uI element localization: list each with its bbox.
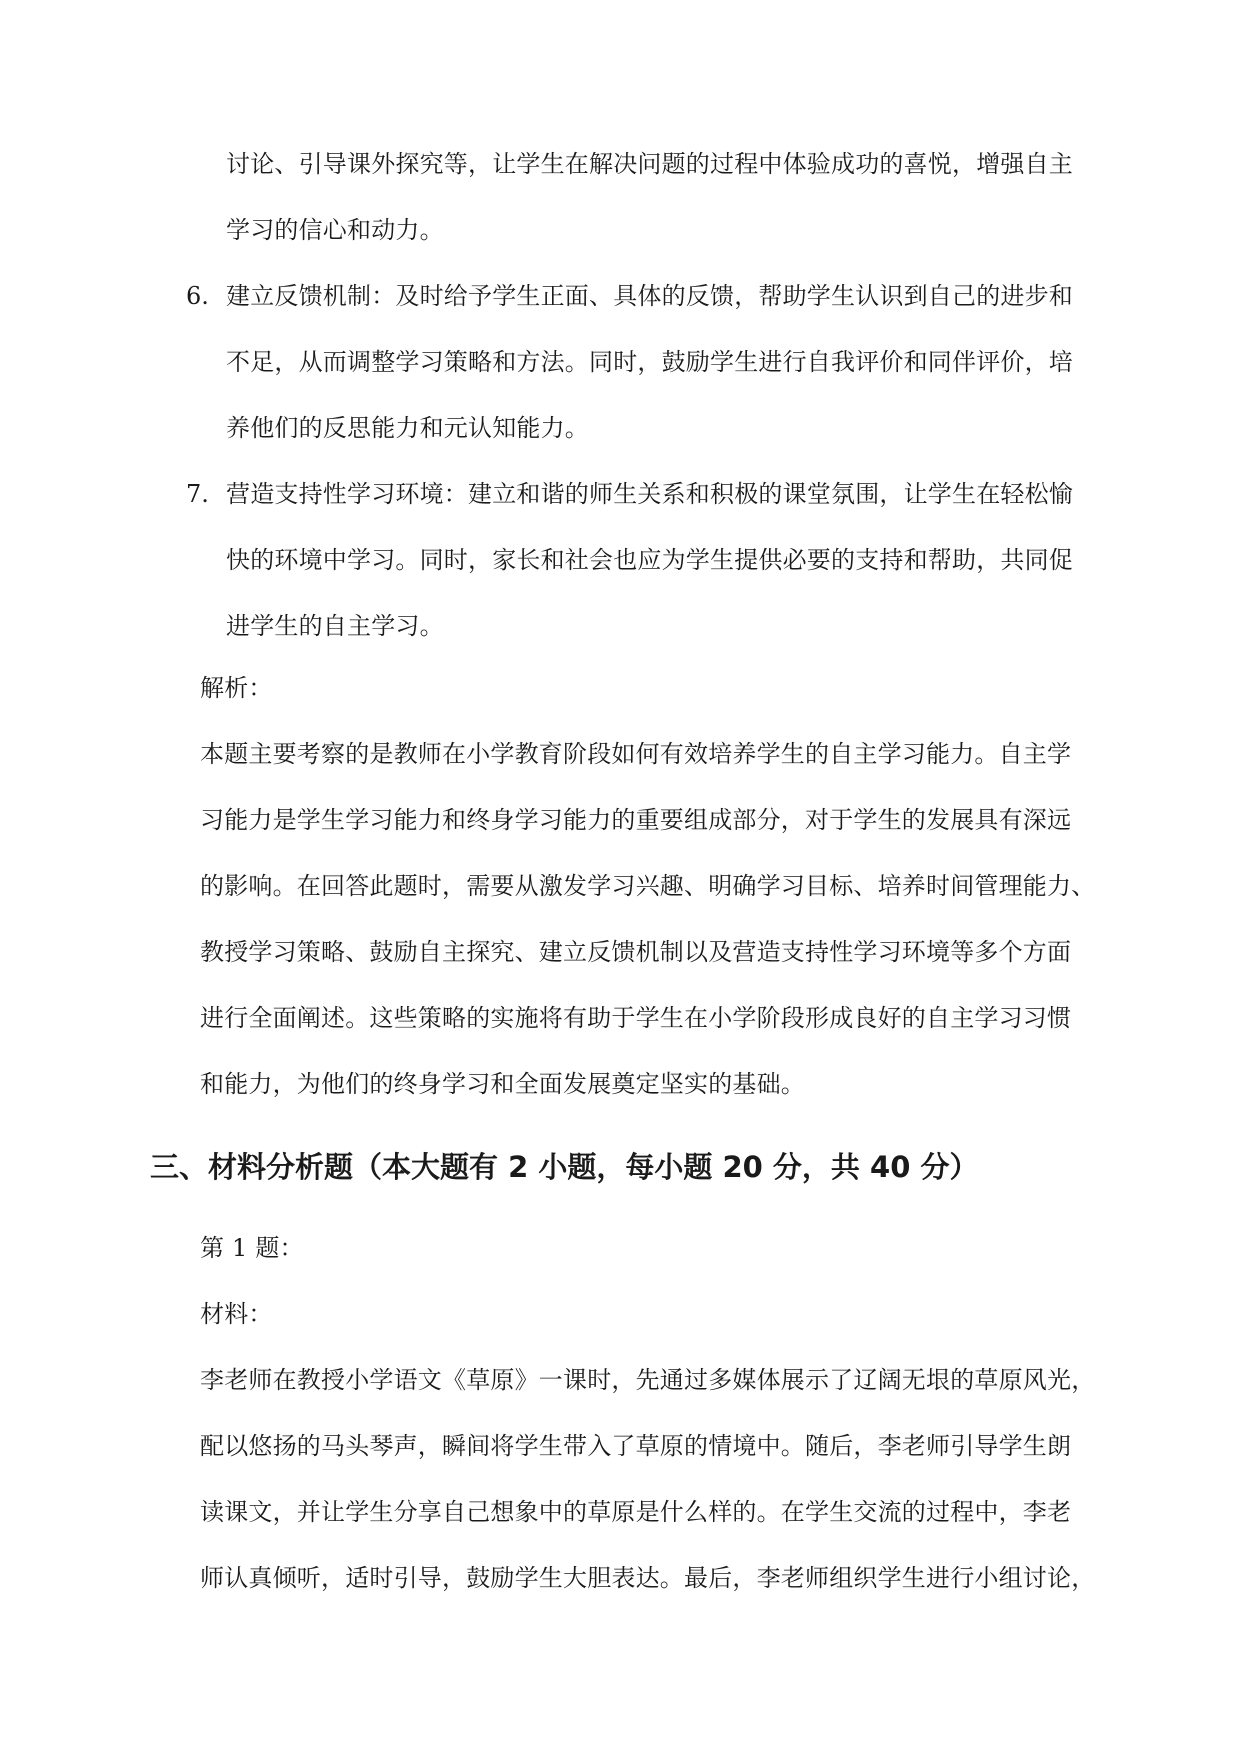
list-continuation-line-1: 讨论、引导课外探究等，让学生在解决问题的过程中体验成功的喜悦，增强自主 [226,150,1073,178]
analysis-line-2: 习能力是学生学习能力和终身学习能力的重要组成部分，对于学生的发展具有深远 [200,806,1072,834]
analysis-line-4: 教授学习策略、鼓励自主探究、建立反馈机制以及营造支持性学习环境等多个方面 [200,938,1072,966]
material-line-1: 李老师在教授小学语文《草原》一课时，先通过多媒体展示了辽阔无垠的草原风光， [200,1366,1096,1394]
analysis-line-3: 的影响。在回答此题时，需要从激发学习兴趣、明确学习目标、培养时间管理能力、 [200,872,1096,900]
list-continuation-line-2: 学习的信心和动力。 [226,216,444,244]
list-item-7-line-1: 营造支持性学习环境：建立和谐的师生关系和积极的课堂氛围，让学生在轻松愉 [226,480,1073,508]
analysis-line-1: 本题主要考察的是教师在小学教育阶段如何有效培养学生的自主学习能力。自主学 [200,740,1072,768]
analysis-line-6: 和能力，为他们的终身学习和全面发展奠定坚实的基础。 [200,1070,805,1098]
material-label: 材料： [200,1300,273,1328]
section-heading: 三、材料分析题（本大题有 2 小题，每小题 20 分，共 40 分） [150,1150,979,1184]
list-item-6-line-2: 不足，从而调整学习策略和方法。同时，鼓励学生进行自我评价和同伴评价，培 [226,348,1073,376]
list-item-6-line-3: 养他们的反思能力和元认知能力。 [226,414,589,442]
list-item-7-line-3: 进学生的自主学习。 [226,612,444,640]
analysis-line-5: 进行全面阐述。这些策略的实施将有助于学生在小学阶段形成良好的自主学习习惯 [200,1004,1072,1032]
list-item-6-line-1: 建立反馈机制：及时给予学生正面、具体的反馈，帮助学生认识到自己的进步和 [226,282,1073,310]
list-item-7-line-2: 快的环境中学习。同时，家长和社会也应为学生提供必要的支持和帮助，共同促 [226,546,1073,574]
analysis-label: 解析： [200,674,273,702]
question-label: 第 1 题： [200,1234,304,1262]
material-line-2: 配以悠扬的马头琴声，瞬间将学生带入了草原的情境中。随后，李老师引导学生朗 [200,1432,1072,1460]
material-line-4: 师认真倾听，适时引导，鼓励学生大胆表达。最后，李老师组织学生进行小组讨论， [200,1564,1096,1592]
list-item-7-number: 7. [186,480,209,508]
list-item-6-number: 6. [186,282,209,310]
material-line-3: 读课文，并让学生分享自己想象中的草原是什么样的。在学生交流的过程中，李老 [200,1498,1072,1526]
